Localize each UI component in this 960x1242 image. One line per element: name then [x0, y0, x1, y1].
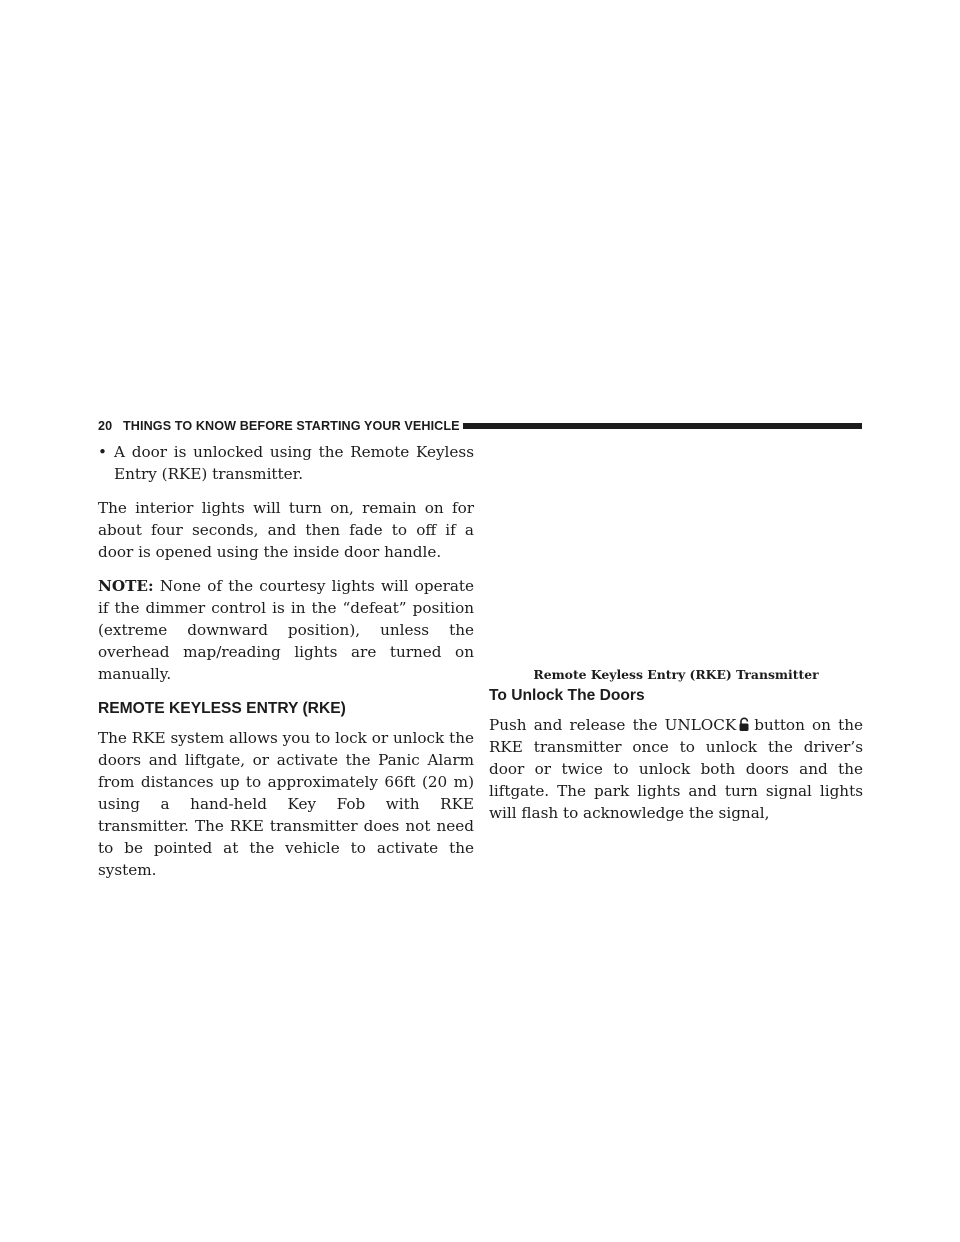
- page-header-text: [98, 418, 460, 434]
- note-label: NOTE:: [98, 577, 154, 595]
- bullet-icon: •: [98, 443, 107, 461]
- page-header: [98, 418, 862, 434]
- bullet-text: A door is unlocked using the Remote Keyless Entry (RKE) transmitter.: [114, 443, 474, 483]
- figure-caption: Remote Keyless Entry (RKE) Transmitter: [533, 667, 819, 682]
- chapter-title: THINGS TO KNOW BEFORE STARTING YOUR VEHICLE: [123, 419, 460, 433]
- unlock-icon: [738, 716, 752, 732]
- interior-lights-paragraph: The interior lights will turn on, remain on for about four seconds, and then fade to off if a door is opened using the inside door handle.: [98, 499, 474, 561]
- unlock-paragraph: [489, 714, 863, 824]
- header-rule: [463, 423, 862, 429]
- unlock-doors-heading: To Unlock The Doors: [489, 687, 645, 704]
- page-number: 20: [98, 419, 113, 433]
- note-paragraph: [98, 575, 474, 685]
- section-heading: REMOTE KEYLESS ENTRY (RKE): [98, 700, 346, 717]
- left-column: [98, 441, 474, 881]
- right-column: [489, 684, 863, 824]
- unlock-text-before: Push and release the UNLOCK: [489, 716, 737, 734]
- note-text: None of the courtesy lights will operate if the dimmer control is in the “defeat” position (extreme downward position), unless the overhead map/reading lights are turned on manually.: [98, 577, 474, 683]
- bullet-item: [98, 441, 474, 485]
- rke-paragraph: The RKE system allows you to lock or unlock the doors and liftgate, or activate the Panic Alarm from distances up to approximately 66ft (20 m) using a hand-held Key Fob with RKE transmitter. The RKE transmitter does not need to be pointed at the vehicle to activate the system.: [98, 729, 474, 879]
- unlock-text-after: button on the RKE transmitter once to unlock the driver’s door or twice to unlock both doors and the liftgate. The park lights and turn signal lights will flash to acknowledge the signal,: [489, 716, 863, 822]
